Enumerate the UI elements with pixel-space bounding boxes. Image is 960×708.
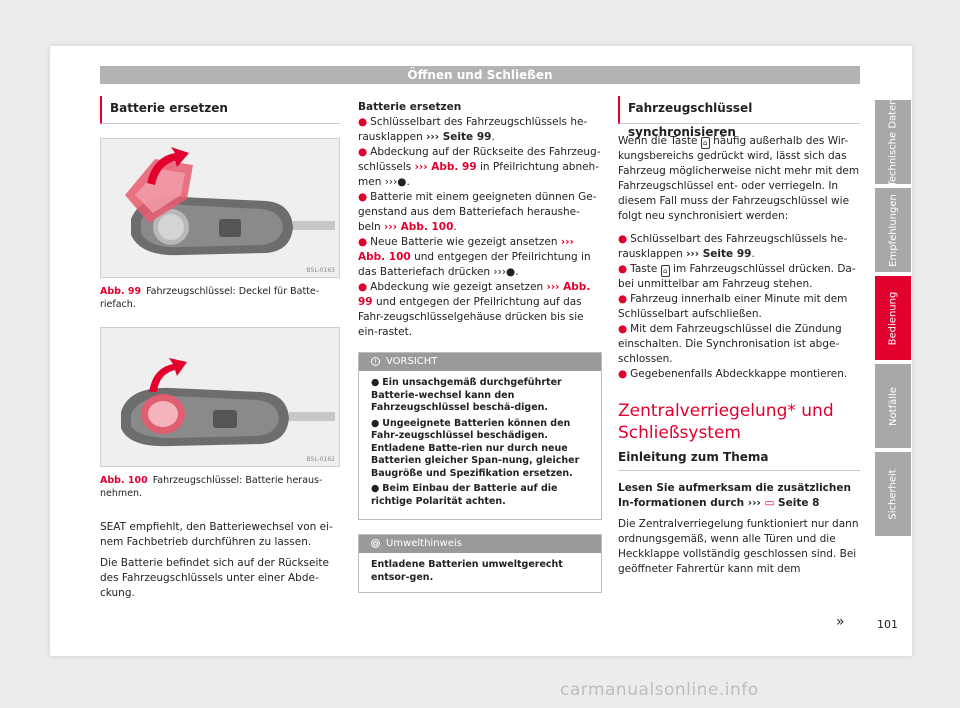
column-right (618, 96, 860, 577)
section-title-battery: Batterie ersetzen (100, 96, 340, 124)
environment-icon: ✿ (372, 540, 379, 548)
figure-100 (100, 327, 340, 467)
bullet-icon: ● (358, 146, 368, 158)
section-title-sync: Fahrzeugschlüssel synchronisieren (618, 96, 860, 124)
sync-step-4: ● Mit dem Fahrzeugschlüssel die Zündung einschalten. Die Synchronisation ist abge-schlossen. (618, 323, 842, 365)
column-middle (358, 100, 602, 593)
bullet-icon: ● (618, 233, 628, 245)
bullet-icon: ● (618, 368, 628, 380)
tab-sicherheit[interactable]: Sicherheit (875, 452, 911, 536)
step-1: ● Schlüsselbart des Fahrzeugschlüssels he-rausklappen ››› Seite 99. (358, 116, 588, 143)
sync-intro: Wenn die Taste ⌂ häufig außerhalb des Wir-kungsbereichs gedrückt wird, lässt sich das Fahrzeug möglicherweise nicht mehr mit dem Fahrzeugschlüssel ent- oder verriegeln. In diesem Fall muss der Fahrzeugschlüssel wie folgt neu synchronisiert werden: (618, 135, 860, 222)
bullet-icon: ● (618, 263, 628, 275)
step-5: ● Abdeckung wie gezeigt ansetzen ››› Abb. 99 und entgegen der Pfeilrichtung auf das Fahr-zeugschlüsselgehäuse drücken bis sie ein-rastet. (358, 281, 591, 338)
caution-item: ● Beim Einbau der Batterie auf die richtige Polarität achten. (371, 483, 558, 507)
tab-technische-daten[interactable]: Technische Daten (875, 100, 911, 184)
caption-text: Fahrzeugschlüssel: Deckel für Batte-riefach. (100, 286, 320, 310)
bullet-icon: ● (371, 377, 380, 388)
unlock-key-icon: ⌂ (661, 265, 670, 277)
watermark: carmanualsonline.info (560, 680, 759, 700)
sync-step-3: ● Fahrzeug innerhalb einer Minute mit dem Schlüsselbart aufschließen. (618, 293, 848, 320)
figure-link[interactable]: ››› Abb. 99 (414, 161, 477, 173)
key-cover-illustration (101, 139, 340, 278)
sync-step-2: ● Taste ⌂ im Fahrzeugschlüssel drücken. Da-bei unmittelbar am Fahrzeug stehen. (618, 263, 856, 290)
figure-code: B5L-0162 (306, 456, 335, 463)
figure-99-caption (100, 285, 340, 311)
figure-link[interactable]: ››› Abb. 100 (358, 236, 574, 263)
figure-link[interactable]: ››› Abb. 99 (358, 281, 591, 308)
step-3: ● Batterie mit einem geeigneten dünnen Ge-genstand aus dem Batteriefach heraushe-beln ››› Abb. 100. (358, 191, 597, 233)
bullet-icon: ● (371, 417, 380, 429)
caution-icon: ! (371, 357, 380, 366)
bullet-icon: ● (371, 483, 380, 494)
chapter-header: Öffnen und Schließen (100, 66, 860, 84)
bullet-icon: ● (618, 323, 628, 335)
additional-info-notice: Lesen Sie aufmerksam die zusätzlichen In-formationen durch ››› ▭ Seite 8 (618, 482, 851, 509)
caution-body (359, 371, 601, 519)
bullet-icon: ● (358, 116, 368, 128)
column-left (100, 96, 340, 601)
caution-box (358, 352, 602, 520)
figure-label: Abb. 99 (100, 286, 142, 297)
key-battery-illustration (101, 328, 340, 467)
figure-99 (100, 138, 340, 278)
warning-ref-icon: ›››● (384, 176, 407, 188)
chapter-title: Zentralverriegelung* und Schließsystem (618, 401, 834, 443)
central-locking-body: Die Zentralverriegelung funktioniert nur dann ordnungsgemäß, wenn alle Türen und die Heckklappe vollständig geschlossen sind. Bei geöffneter Fahrertür kann mit dem (618, 518, 859, 575)
tab-bedienung[interactable]: Bedienung (875, 276, 911, 360)
paragraph-recommendation: SEAT empfiehlt, den Batteriewechsel von ei-nem Fachbetrieb durchführen zu lassen. (100, 521, 333, 548)
side-tabs (875, 97, 911, 540)
bullet-icon: ● (358, 236, 368, 248)
environment-box (358, 534, 602, 593)
step-4: ● Neue Batterie wie gezeigt ansetzen ››› Abb. 100 und entgegen der Pfeilrichtung in das Batteriefach drücken ›››●. (358, 236, 591, 278)
bullet-icon: ● (358, 191, 368, 203)
page-link[interactable]: Seite 8 (778, 497, 820, 509)
paragraph-location: Die Batterie befindet sich auf der Rückseite des Fahrzeugschlüssels unter einer Abde-ckung. (100, 557, 329, 599)
continue-arrow-icon: » (836, 614, 845, 630)
topic-intro-title: Einleitung zum Thema (618, 450, 860, 471)
tab-notfaelle[interactable]: Notfälle (875, 364, 911, 448)
bullet-icon: ● (358, 281, 368, 293)
sync-step-5: ● Gegebenenfalls Abdeckkappe montieren. (618, 368, 848, 380)
figure-code: B5L-0163 (306, 267, 335, 274)
unlock-key-icon: ⌂ (701, 137, 710, 149)
caption-text: Fahrzeugschlüssel: Batterie heraus-nehmen. (100, 475, 323, 499)
steps-title: Batterie ersetzen (358, 101, 462, 113)
step-2: ● Abdeckung auf der Rückseite des Fahrzeug-schlüssels ››› Abb. 99 in Pfeilrichtung abneh-men ›››●. (358, 146, 601, 188)
warning-ref-icon: ›››● (493, 266, 516, 278)
page-link[interactable]: ››› Seite 99 (686, 248, 752, 260)
page-number: 101 (877, 618, 898, 631)
figure-link[interactable]: ››› Abb. 100 (384, 221, 454, 233)
bullet-icon: ● (618, 293, 628, 305)
figure-label: Abb. 100 (100, 475, 148, 486)
figure-100-caption (100, 474, 340, 500)
tab-empfehlungen[interactable]: Empfehlungen (875, 188, 911, 272)
sync-step-1: ● Schlüsselbart des Fahrzeugschlüssels he-rausklappen ››› Seite 99. (618, 233, 848, 260)
environment-body: Entladene Batterien umweltgerecht entsor-gen. (371, 559, 563, 583)
environment-header: ✿ Umwelthinweis (359, 535, 601, 553)
caution-item: ● Ein unsachgemäß durchgeführter Batterie-wechsel kann den Fahrzeugschlüssel beschä-digen. (371, 377, 562, 413)
caution-header: ! VORSICHT (359, 353, 601, 371)
book-icon: ▭ (764, 497, 775, 509)
caution-item: ● Ungeeignete Batterien können den Fahr-zeugschlüssel beschädigen. Entladene Batte-rien nur durch neue Batterien gleicher Span-nung, gleicher Baugröße und Spezifikation ersetzen. (371, 417, 580, 479)
page-link[interactable]: ››› Seite 99 (426, 131, 492, 143)
